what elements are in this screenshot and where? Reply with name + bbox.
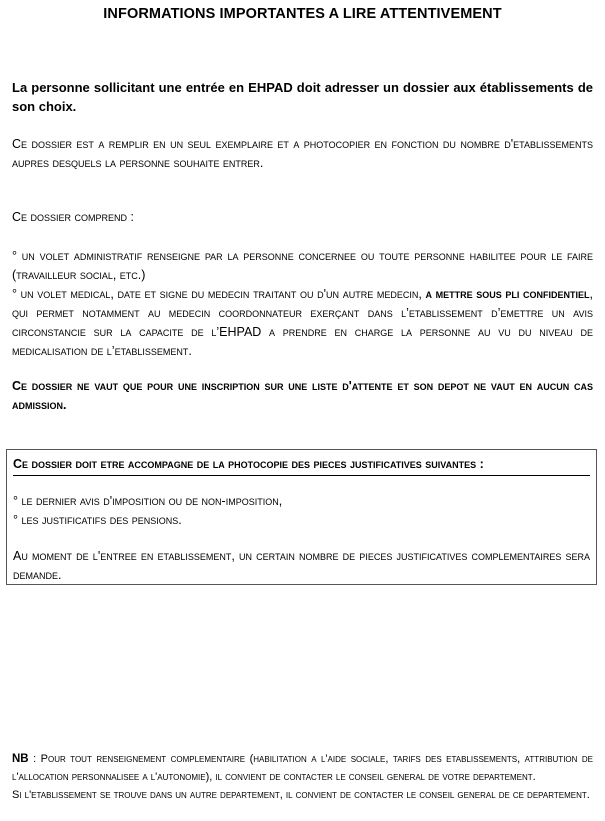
medical-item-text-a: ° un volet medical, date et signe du medecin traitant ou d'un autre medecin, [12,287,426,301]
nb-paragraph-1 [12,750,593,786]
pension-proof-item: ° les justificatifs des pensions. [13,513,182,527]
confidential-emphasis: a mettre sous pli confidentiel [425,287,590,301]
medical-item-text-b: , qui permet notamment au medecin coordonnateur exerçant dans l’etablissement d’emettre un avis circonstancie sur la capacite de l’EHPAD a prendre en charge la personne au vu du niveau de medicalisation de l’etablissement. [12,287,593,358]
intro-paragraph: La personne sollicitant une entrée en EHPAD doit adresser un dossier aux établissements de son choix. [12,80,593,114]
contents-heading: Ce dossier comprend : [12,210,134,224]
nb-note [12,750,593,804]
nb-paragraph-2: Si l'etablissement se trouve dans un autre departement, il convient de contacter le conseil general de ce departement. [12,789,590,801]
nb-text-1: : Pour tout renseignement complementaire (habilitation a l'aide sociale, tarifs des etablissements, attribution de l'allocation personnalisee a l'autonomie), il convient de contacter le conseil general de votre departement. [12,753,594,783]
medical-section-item [12,285,593,361]
required-documents-heading: Ce dossier doit etre accompagne de la photocopie des pieces justificatives suivantes : [13,455,590,476]
copies-paragraph: Ce dossier est a remplir en un seul exemplaire et a photocopier en fonction du nombre d'etablissements aupres desquels la personne souhaite entrer. [12,137,593,170]
required-documents-list [13,492,590,530]
page-title: INFORMATIONS IMPORTANTES A LIRE ATTENTIVEMENT [103,6,502,22]
nb-label: NB [12,753,29,765]
additional-documents-note: Au moment de l'entree en etablissement, un certain nombre de pieces justificatives complementaires sera demande. [13,549,590,582]
waiting-list-warning: Ce dossier ne vaut que pour une inscription sur une liste d'attente et son depot ne vaut en aucun cas admission. [12,379,593,412]
tax-notice-item: ° le dernier avis d'imposition ou de non-imposition, [13,494,283,508]
required-documents-box [6,449,597,585]
admin-section-item: ° un volet administratif renseigne par la personne concernee ou toute personne habilitee pour le faire (travailleur social, etc.) [12,249,593,282]
contents-list [12,247,593,361]
